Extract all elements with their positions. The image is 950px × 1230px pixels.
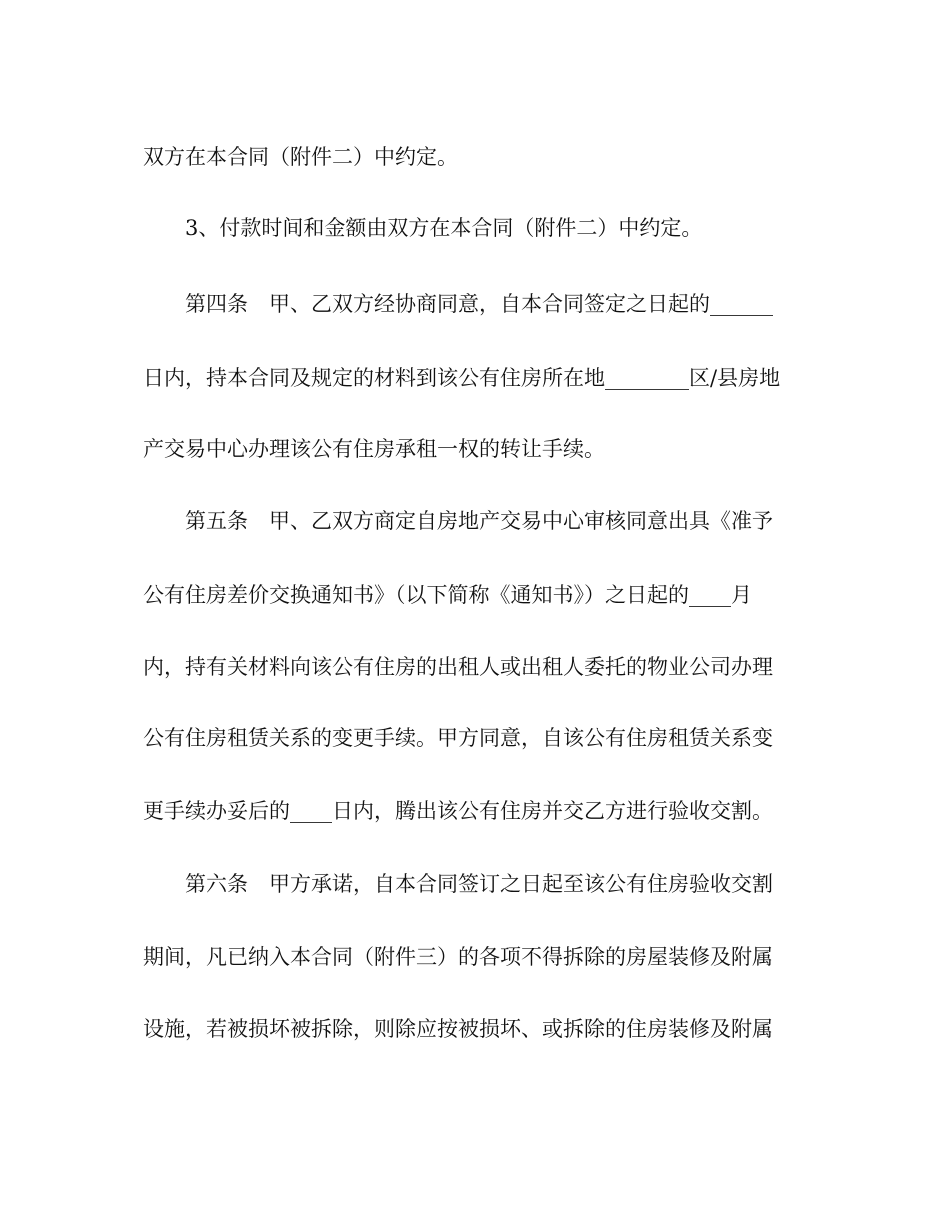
article-4-line-1: 第四条 甲、乙双方经协商同意，自本合同签定之日起的______ [185,292,773,316]
article-4-line-3: 产交易中心办理该公有住房承租一权的转让手续。 [143,437,605,461]
article-5-line-4: 公有住房租赁关系的变更手续。甲方同意，自该公有住房租赁关系变 [143,726,773,750]
text-line-2: 3、付款时间和金额由双方在本合同（附件二）中约定。 [185,216,703,240]
article-4-line-2: 日内，持本合同及规定的材料到该公有住房所在地________区/县房地 [143,366,781,390]
article-5-line-1: 第五条 甲、乙双方商定自房地产交易中心审核同意出具《准予 [185,509,773,533]
article-6-line-1: 第六条 甲方承诺，自本合同签订之日起至该公有住房验收交割 [185,872,773,896]
article-5-line-5: 更手续办妥后的____日内，腾出该公有住房并交乙方进行验收交割。 [143,799,773,823]
article-5-line-3: 内，持有关材料向该公有住房的出租人或出租人委托的物业公司办理 [143,655,773,679]
article-6-line-2: 期间，凡已纳入本合同（附件三）的各项不得拆除的房屋装修及附属 [143,945,773,969]
article-5-line-2: 公有住房差价交换通知书》（以下简称《通知书》）之日起的____月 [143,583,752,607]
article-6-line-3: 设施，若被损坏被拆除，则除应按被损坏、或拆除的住房装修及附属 [143,1017,773,1041]
text-line-1: 双方在本合同（附件二）中约定。 [143,145,458,169]
